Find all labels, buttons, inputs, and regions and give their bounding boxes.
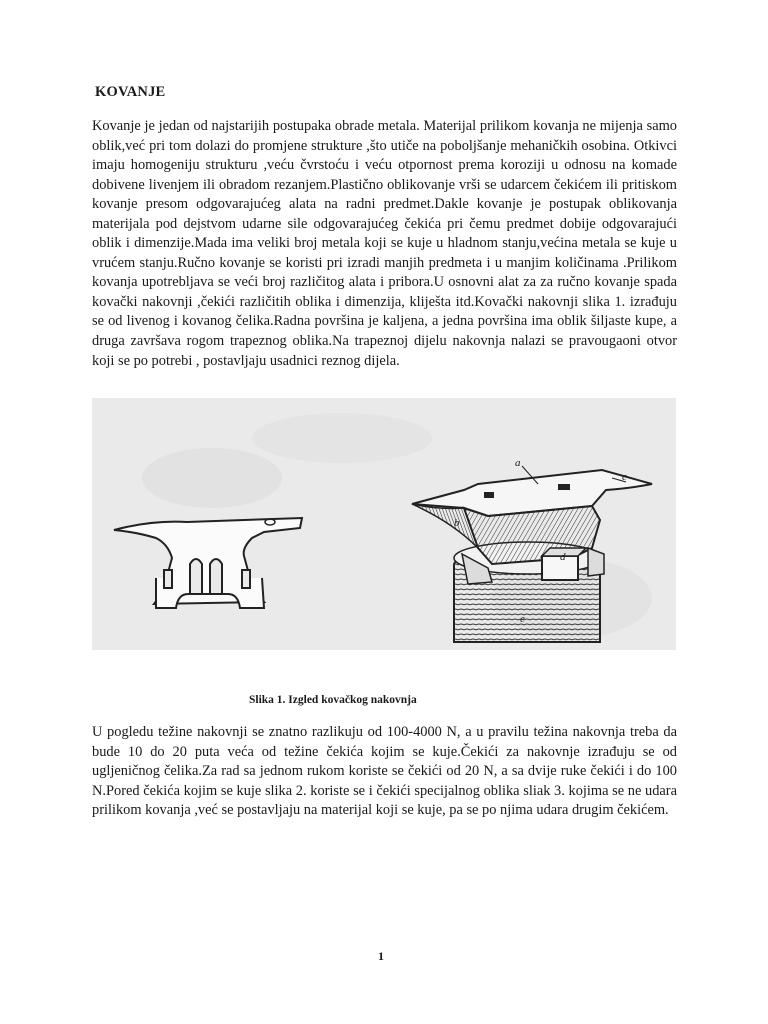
anvil-figure (92, 398, 676, 650)
figure-label-b: b (454, 517, 460, 529)
figure-label-e: e (520, 613, 525, 625)
paragraph-intro: Kovanje je jedan od najstarijih postupaka obrade metala. Materijal prilikom kovanja ne mijenja samo oblik,već pri tom dolazi do promjene strukture ,što utiče na poboljšanje mehaničkih osobina. Otkivci imaju homogeniju strukturu ,veću čvrstoću i veću otpornost prema koroziji u odnosu na komade dobivene livenjem ili obradom rezanjem.Plastično oblikovanje vrši se udarcem čekićem ili pritiskom kovanje presom odgovarajućeg alata na radni predmet.Dakle kovanje je postupak oblikovanja materijala pod dejstvom udarne sile odgovarajućeg čekića pri čemu predmet dobije odgovarajući oblik i dimenzije.Mada ima veliki broj metala koji se kuje u hladnom stanju,većina metala se kuje u vrućem stanju.Ručno kovanje se koristi pri izradi manjih predmeta i u manjim količinama .Prilikom kovanja upotrebljava se veći broj različitog alata i pribora.U osnovni alat za za ručno kovanje spada kovački nakovnji ,čekići različitih oblika i dimenzija, kliješta itd.Kovački nakovnji slika 1. izrađuju se od livenog i kovanog čelika.Radna površina je kaljena, a jedna površina ima oblik šiljaste kupe, a druga završava rogom trapeznog oblika.Na trapeznoj dijelu nakovnja nalazi se pravougaoni otvor koji se po potrebi , postavljaju usadnici reznog dijela. (92, 118, 677, 369)
page-title: KOVANJE (95, 84, 166, 100)
figure-label-d: d (560, 551, 566, 563)
paragraph-weight: U pogledu težine nakovnji se znatno razlikuju od 100-4000 N, a u pravilu težina nakovnja treba da bude 10 do 20 puta veća od težine čekića kojim se kuje.Čekići za nakovnje izrađuju se od ugljeničnog čelika.Za rad sa jednom rukom koriste se čekići od 20 N, a sa dvije ruke čekići i do 100 N.Pored čekića kojim se kuje slika 2. koriste se i čekići specijalnog oblika sliak 3. kojima se ne udara prilikom kovanja ,već se postavljaju na materijal koji se kuje, pa se po njima udara drugim čekićem. (92, 724, 677, 819)
figure-label-c: c (622, 471, 627, 483)
figure-label-a: a (515, 457, 521, 469)
figure-caption: Slika 1. Izgled kovačkog nakovnja (249, 694, 417, 706)
page-number: 1 (378, 949, 384, 963)
